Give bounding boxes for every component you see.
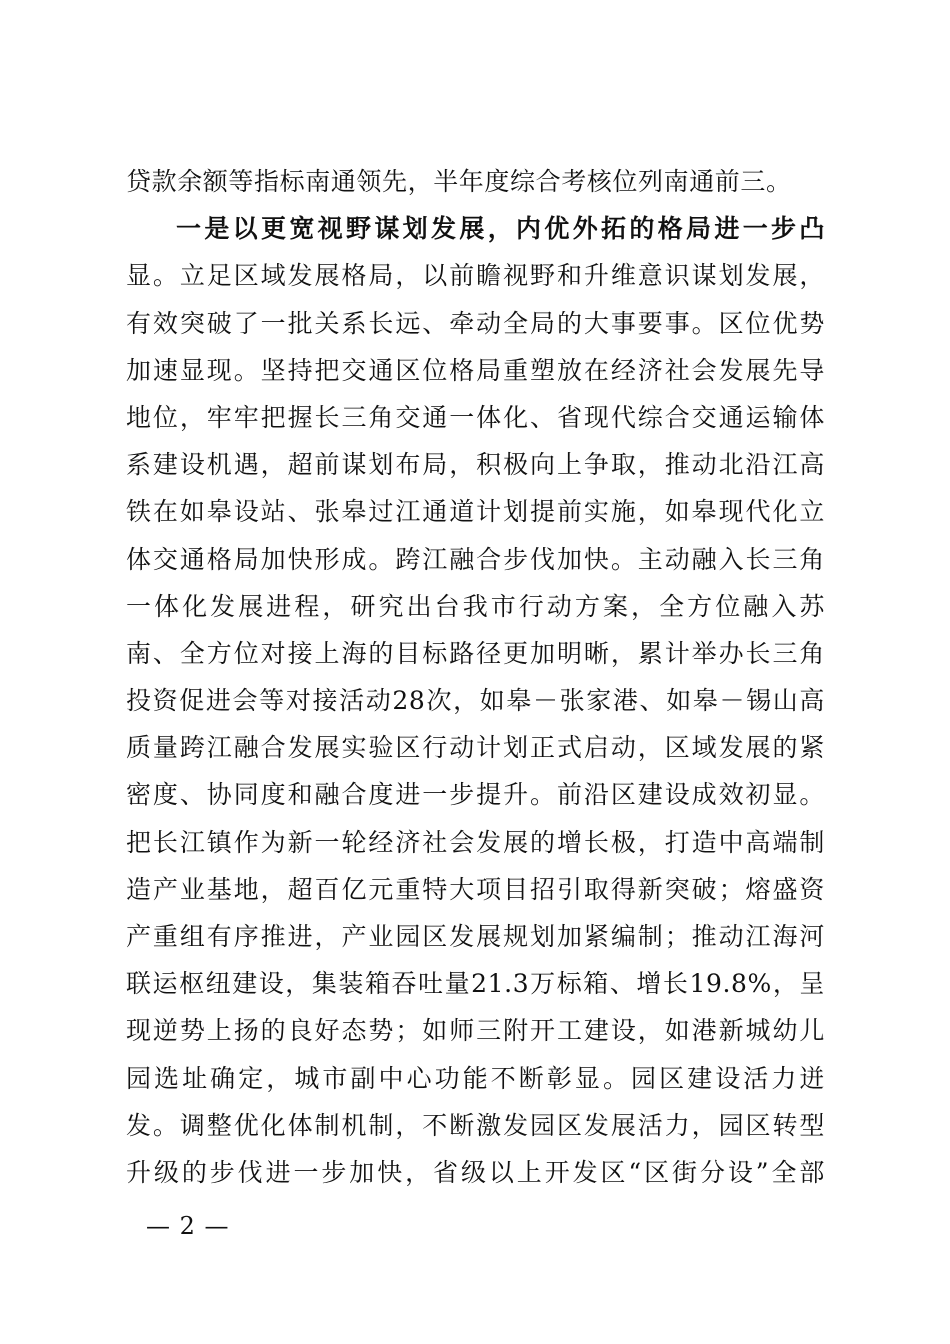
page-number: — 2 — [146, 1212, 230, 1240]
text-line: 地位，牢牢把握长三角交通一体化、省现代综合交通运输体 [126, 402, 825, 432]
text-line: 贷款余额等指标南通领先，半年度综合考核位列南通前三。 [126, 167, 792, 196]
text-line: 一体化发展进程，研究出台我市行动方案，全方位融入苏 [126, 591, 825, 621]
text-line: 现逆势上扬的良好态势；如师三附开工建设，如港新城幼儿 [126, 1016, 825, 1046]
text-line: 体交通格局加快形成。跨江融合步伐加快。主动融入长三角 [126, 544, 825, 574]
text-line: 升级的步伐进一步加快，省级以上开发区“区街分设”全部 [126, 1157, 825, 1187]
text-line: 密度、协同度和融合度进一步提升。前沿区建设成效初显。 [126, 780, 825, 810]
text-line: 质量跨江融合发展实验区行动计划正式启动，区域发展的紧 [126, 733, 825, 763]
text-line: 系建设机遇，超前谋划布局，积极向上争取，推动北沿江高 [126, 450, 825, 480]
text-line: 产重组有序推进，产业园区发展规划加紧编制；推动江海河 [126, 922, 825, 951]
text-line: 投资促进会等对接活动28次，如皋－张家港、如皋－锡山高 [126, 686, 825, 716]
text-line: 造产业基地，超百亿元重特大项目招引取得新突破；熔盛资 [126, 874, 825, 904]
text-line: 有效突破了一批关系长远、牵动全局的大事要事。区位优势 [126, 308, 825, 338]
text-line: 铁在如皋设站、张皋过江通道计划提前实施，如皋现代化立 [126, 497, 825, 527]
text-line: 园选址确定，城市副中心功能不断彰显。园区建设活力迸 [126, 1063, 825, 1093]
section-heading-line: 一是以更宽视野谋划发展，内优外拓的格局进一步凸 [176, 214, 825, 244]
text-line: 加速显现。坚持把交通区位格局重塑放在经济社会发展先导 [126, 355, 825, 385]
body-text [126, 158, 825, 1196]
text-line: 发。调整优化体制机制，不断激发园区发展活力，园区转型 [126, 1110, 825, 1140]
text-line: 联运枢纽建设，集装箱吞吐量21.3万标箱、增长19.8%，呈 [126, 969, 825, 999]
text-line: 把长江镇作为新一轮经济社会发展的增长极，打造中高端制 [126, 827, 825, 857]
text-line: 显。立足区域发展格局，以前瞻视野和升维意识谋划发展， [126, 261, 825, 291]
text-line: 南、全方位对接上海的目标路径更加明晰，累计举办长三角 [126, 638, 825, 668]
